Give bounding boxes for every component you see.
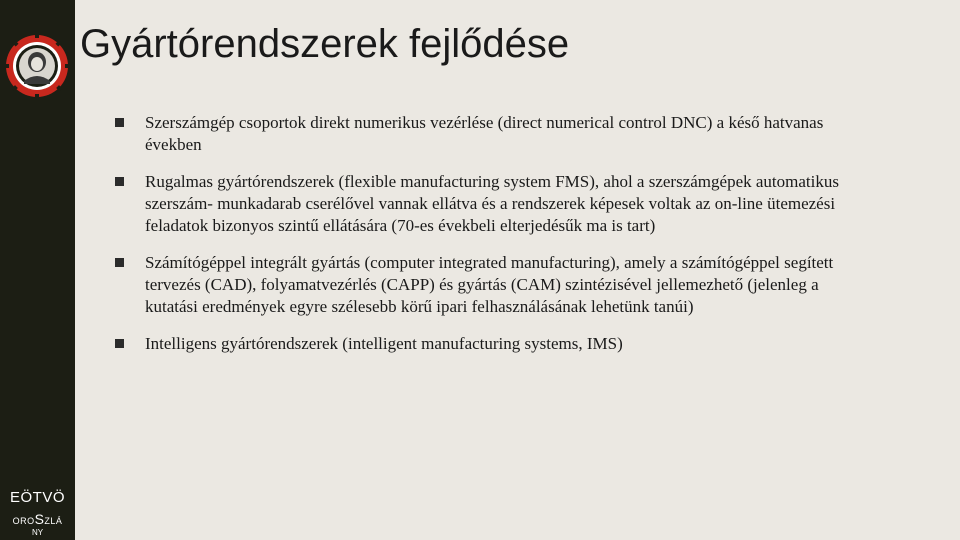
brand-line-3: NY <box>31 528 44 537</box>
bullet-item <box>115 171 845 237</box>
bullet-text: Számítógéppel integrált gyártás (computer integrated manufacturing), amely a számítógéppel segített tervezés (CAD), folyamatvezérlés (CAPP) és gyártás (CAM) szintézisével jellemezhető (jelenleg a kutatási eredmények egyre szélesebb körű ipari felhasználásának lehetünk tanúi) <box>145 253 834 316</box>
bullet-item <box>115 333 845 355</box>
bullet-item <box>115 112 845 156</box>
square-bullet-icon <box>115 177 124 186</box>
bullet-item <box>115 252 845 318</box>
bullet-text: Rugalmas gyártórendszerek (flexible manufacturing system FMS), ahol a szerszámgépek automatikus szerszám- munkadarab cserélővel vannak ellátva és a rendszerek képesek voltak az on-line ütemezési feladatok bizonyos szintű ellátására (70-es évekbeli elterjedésűk ma is tart) <box>145 172 839 235</box>
square-bullet-icon <box>115 258 124 267</box>
sidebar <box>0 0 75 540</box>
brand-line-2-big: S <box>34 511 45 527</box>
slide-title: Gyártórendszerek fejlődése <box>80 22 570 66</box>
bullet-text: Szerszámgép csoportok direkt numerikus vezérlése (direct numerical control DNC) a késő hatvanas években <box>145 113 824 154</box>
brand-line-2 <box>0 511 75 527</box>
brand-line-2-post: ZLÁ <box>44 516 63 526</box>
square-bullet-icon <box>115 339 124 348</box>
bullet-text: Intelligens gyártórendszerek (intelligent manufacturing systems, IMS) <box>145 334 623 353</box>
square-bullet-icon <box>115 118 124 127</box>
brand-line-2-pre: ORO <box>12 516 35 526</box>
brand-line-1: EÖTVÖ <box>9 489 65 506</box>
university-seal-icon <box>4 33 70 99</box>
bullet-list <box>115 112 845 355</box>
